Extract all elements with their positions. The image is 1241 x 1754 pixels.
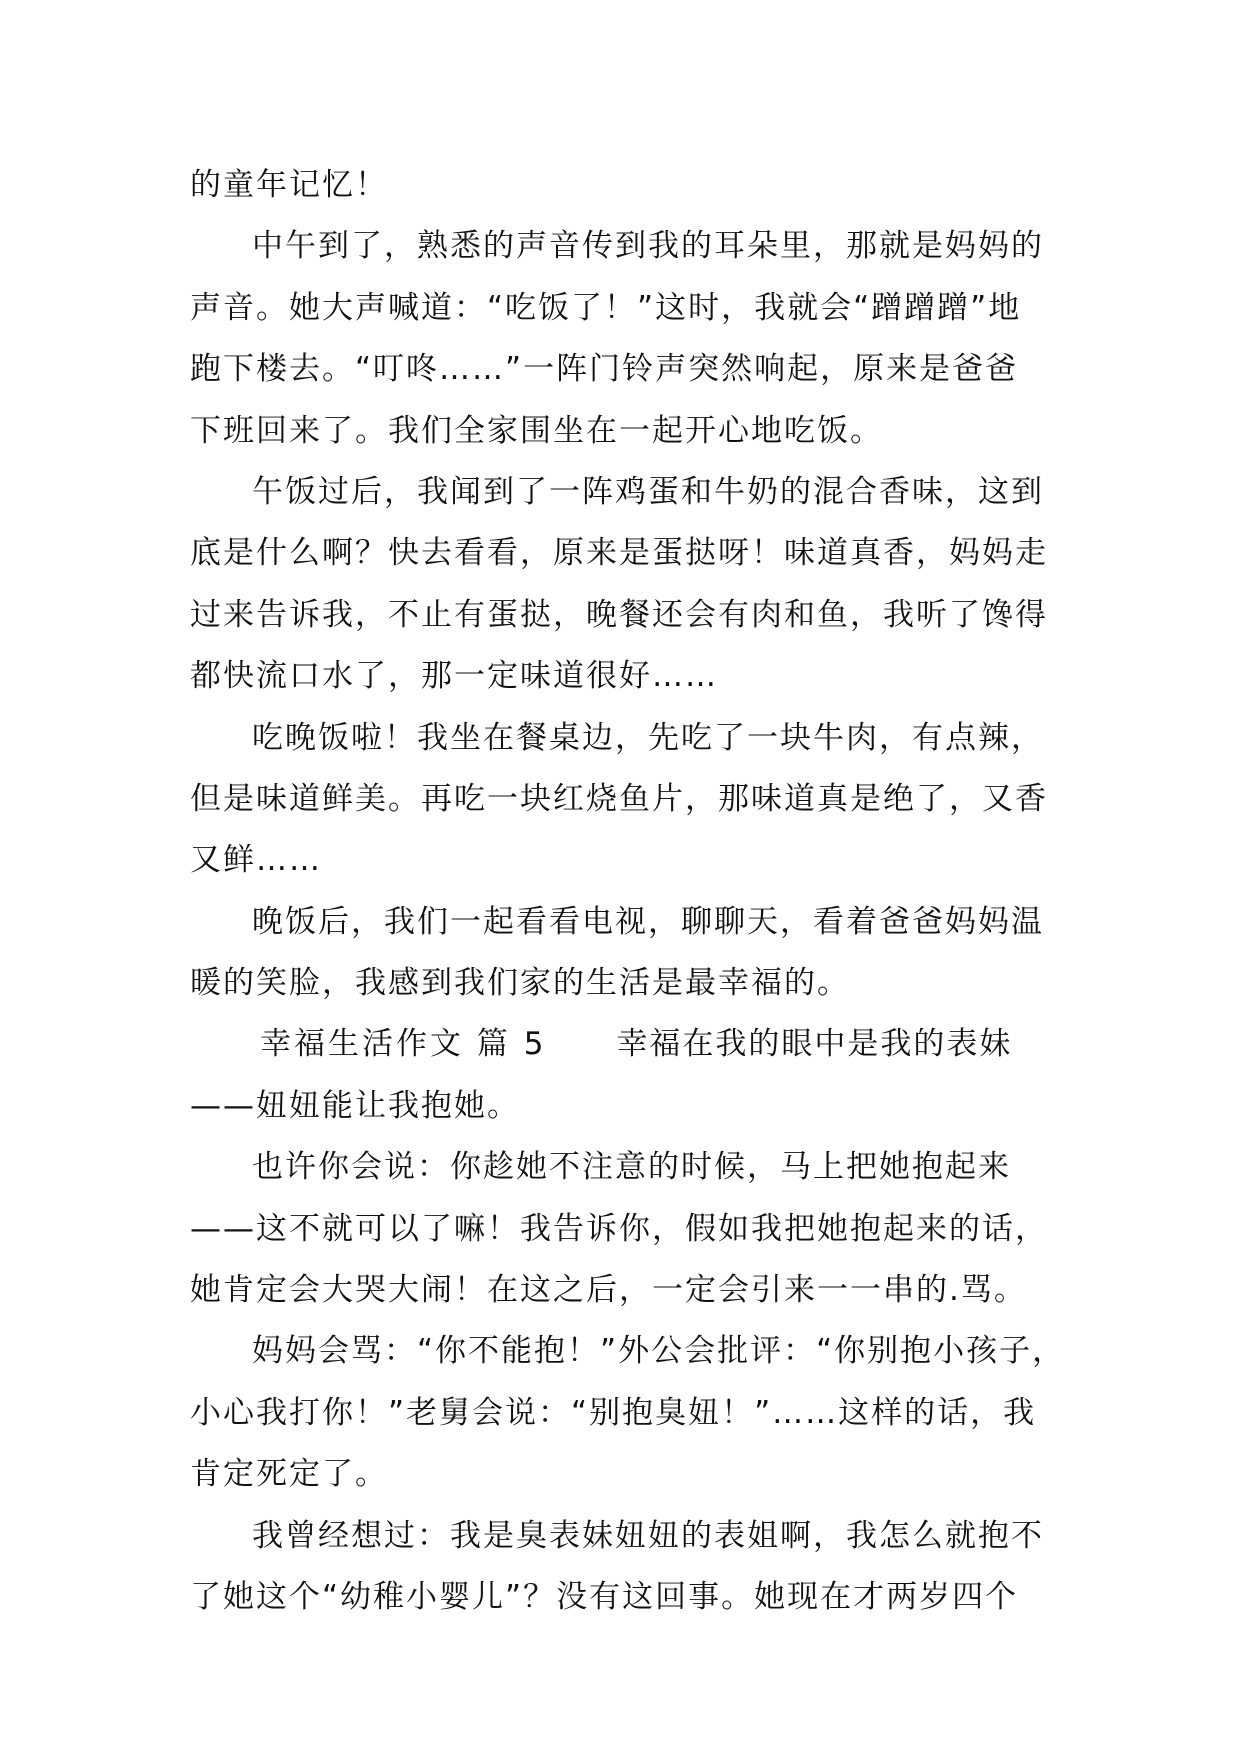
text-line: 她肯定会大哭大闹！在这之后，一定会引来一一串的.骂。 xyxy=(190,1272,1027,1309)
text-line: 但是味道鲜美。再吃一块红烧鱼片，那味道真是绝了，又香 xyxy=(190,780,1048,817)
paragraph-start: 我曾经想过：我是臭表妹妞妞的表姐啊，我怎么就抱不 xyxy=(252,1517,1044,1554)
paragraph-start: 也许你会说：你趁她不注意的时候，马上把她抱起来 xyxy=(252,1149,1011,1186)
text-line: 小心我打你！”老舅会说：“别抱臭妞！”……这样的话，我 xyxy=(190,1394,1037,1431)
text-line: 过来告诉我，不止有蛋挞，晚餐还会有肉和鱼，我听了馋得 xyxy=(190,596,1048,633)
paragraph-start: 妈妈会骂：“你不能抱！”外公会批评：“你别抱小孩子， xyxy=(252,1333,1066,1370)
text-line: ——这不就可以了嘛！我告诉你，假如我把她抱起来的话， xyxy=(190,1210,1048,1247)
text-line: 又鲜…… xyxy=(190,842,322,879)
text-line: ——妞妞能让我抱她。 xyxy=(190,1087,520,1124)
text-line: 底是什么啊？快去看看，原来是蛋挞呀！味道真香，妈妈走 xyxy=(190,535,1048,572)
heading-continuation: 幸福在我的眼中是我的表妹 xyxy=(616,1026,1013,1063)
text-line: 肯定死定了。 xyxy=(190,1456,388,1493)
text-line: 了她这个“幼稚小婴儿”？没有这回事。她现在才两岁四个 xyxy=(190,1578,1019,1615)
text-line: 下班回来了。我们全家围坐在一起开心地吃饭。 xyxy=(190,412,883,449)
paragraph-start: 晚饭后，我们一起看看电视，聊聊天，看着爸爸妈妈温 xyxy=(252,903,1044,940)
paragraph-start: 中午到了，熟悉的声音传到我的耳朵里，那就是妈妈的 xyxy=(252,228,1044,265)
paragraph-start: 午饭过后，我闻到了一阵鸡蛋和牛奶的混合香味，这到 xyxy=(252,473,1044,510)
section-heading: 幸福生活作文 篇 5 xyxy=(260,1026,547,1063)
paragraph-start: 吃晚饭啦！我坐在餐桌边，先吃了一块牛肉，有点辣， xyxy=(252,719,1044,756)
text-line: 跑下楼去。“叮咚……”一阵门铃声突然响起，原来是爸爸 xyxy=(190,351,1019,388)
text-line: 暖的笑脸，我感到我们家的生活是最幸福的。 xyxy=(190,965,850,1002)
text-line: 都快流口水了，那一定味道很好…… xyxy=(190,658,718,695)
text-line: 声音。她大声喊道：“吃饭了！”这时，我就会“蹭蹭蹭”地 xyxy=(190,289,1022,326)
text-line: 的童年记忆！ xyxy=(190,167,388,203)
section-heading-line xyxy=(190,1014,1060,1075)
essay-body xyxy=(190,155,1066,1628)
